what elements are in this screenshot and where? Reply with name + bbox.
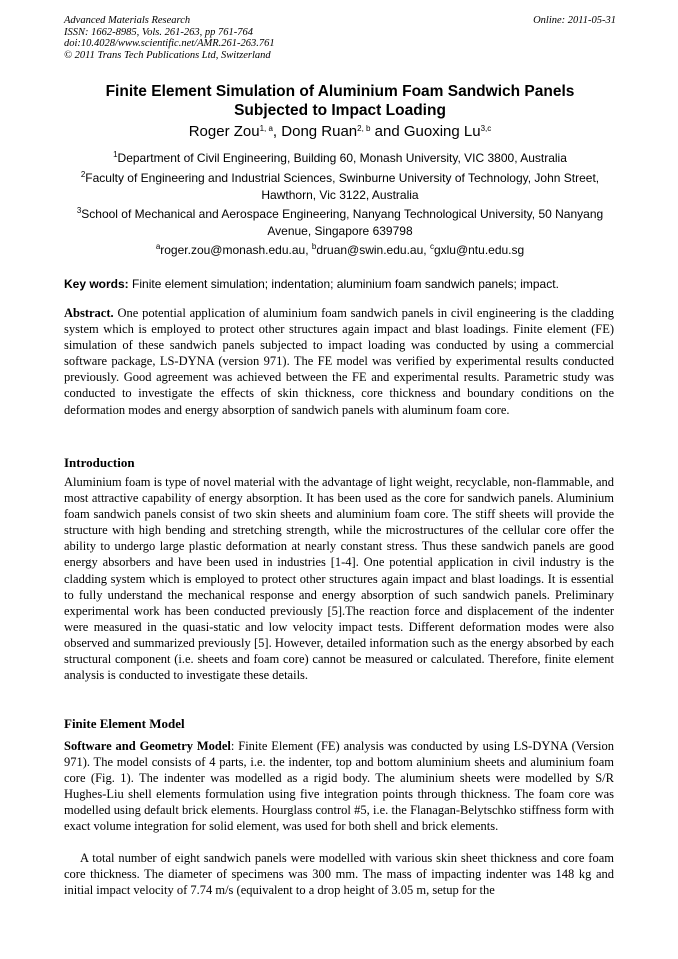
doi-line: doi:10.4028/www.scientific.net/AMR.261-263.761 [64,38,275,49]
author-sup: 3,c [480,124,492,133]
author-name: Guoxing Lu [403,123,481,140]
author-separator: and [370,123,404,140]
affiliation-1: $^1$Department of Civil Engineering, Building 60, Monash University, VIC 3800, Australia [113,150,567,165]
abstract-text: One potential application of aluminium foam sandwich panels in civil engineering is the cladding system which is employed to protect other structures again impact and blast loadings. Finite element (FE) simulation of these sandwich panels subjected to impact loading was conducted by using a commercial software package, LS-DYNA (version 971). The FE model was verified by experimental results conducted previously. Good agreement was achieved between the FE and experimental results. Parametric study was conducted to investigate the effects of skin thickness, core thickness and boundary conditions on the deformation modes and energy absorption of sandwich panels with aluminum foam core. [64,306,614,417]
title-line-1: Finite Element Simulation of Aluminium Foam Sandwich Panels [105,83,575,100]
paper-title [64,82,616,120]
author-name: Roger Zou [188,123,260,140]
introduction-paragraph: Aluminium foam is type of novel material with the advantage of light weight, recyclable, non-flammable, and most attractive capability of energy absorption. It has been used as the core for sandwich panels. Aluminium foam sandwich panels consist of two skin sheets and aluminium foam core. The stiff sheets will provide the structure with high bending and stretching strength, while the microstructures of the cellular core offer the ability to undergo large plastic deformation at nearly constant stress. Thus these sandwich panels are good energy absorbers and have been used in industries [1-4]. One potential application in civil industry is the cladding system which is employed to protect other structures again impact and blast loadings. It is essential to fully understand the mechanical response and energy absorption of such sandwich panels. Preliminary experimental work has been conducted previously [5].The reaction force and displacement of the indenter were measured in the quasi-static and low velocity impact tests. Different deformation modes were also observed and summarized previously [5]. However, detailed information such as the energy absorbed by each structural component (i.e. sheets and foam core) cannot be measured or calculated. Therefore, finite element analysis is conducted to investigate these details. [64,475,614,683]
affiliation-sup: 1 [113,150,118,159]
abstract-label: Abstract. [64,306,114,320]
affiliation-sup: 3 [76,206,82,215]
keywords [64,276,624,292]
journal-name: Advanced Materials Research [64,15,191,26]
online-date: Online: 2011-05-31 [533,15,616,26]
abstract [64,305,614,418]
affiliation-3: $^3$School of Mechanical and Aerospace Engineering, Nanyang Technological University, 50 Nanyang Avenue, Singapore 639798 [76,206,604,238]
affiliation-sup: 2 [80,170,86,179]
author-sup: 2, b [357,124,371,133]
title-line-2: Subjected to Impact Loading [234,102,446,119]
affiliation-2: $^2$Faculty of Engineering and Industrial Sciences, Swinburne University of Technology, John Street, Hawthorn, Vic 3122, Australia [80,170,600,202]
subsection-label: Software and Geometry Model [64,739,231,753]
author-emails: $^a$roger.zou@monash.edu.au, $^b$druan@swin.edu.au, $^c$gxlu@ntu.edu.sg [155,242,525,257]
email-link: roger.zou@monash.edu.au, [160,243,312,257]
keywords-label: Key words: [64,277,129,291]
keywords-text: Finite element simulation; indentation; aluminium foam sandwich panels; impact. [128,277,559,291]
section-heading-fem: Finite Element Model [64,716,185,731]
issn-line: ISSN: 1662-8985, Vols. 261-263, pp 761-764 [64,26,253,38]
author-name: Dong Ruan [281,123,358,140]
journal-header [64,15,616,61]
email-link: druan@swin.edu.au, [316,243,430,257]
author-separator: , [272,123,282,140]
author-list [64,122,616,142]
copyright-line: © 2011 Trans Tech Publications Ltd, Switzerland [64,49,271,61]
email-link: gxlu@ntu.edu.sg [433,243,525,257]
fem-paragraph-2: A total number of eight sandwich panels were modelled with various skin sheet thickness and core foam core thickness. The diameter of specimens was 300 mm. The mass of impacting indenter was 148 kg and initial impact velocity of 7.74 m/s (equivalent to a drop height of 3.05 m, setup for the [64,851,614,898]
section-heading-introduction: Introduction [64,455,135,470]
author-sup: 1, a [259,124,273,133]
fem-paragraph-1: Software and Geometry Model: Finite Element (FE) analysis was conducted by using LS-DYNA (Version 971). The model consists of 4 parts, i.e. the indenter, top and bottom aluminium sheets and aluminium foam core (Fig. 1). The indenter was modelled as a rigid body. The aluminium sheets were modelled by S/R Hughes-Liu shell elements formulation using five integration points through thickness. The foam core was modelled using default brick elements. Hourglass control #5, i.e. the Flanagan-Belytschko stiffness form with exact volume integration for solid element, was used for both shell and brick elements. [64,739,614,834]
